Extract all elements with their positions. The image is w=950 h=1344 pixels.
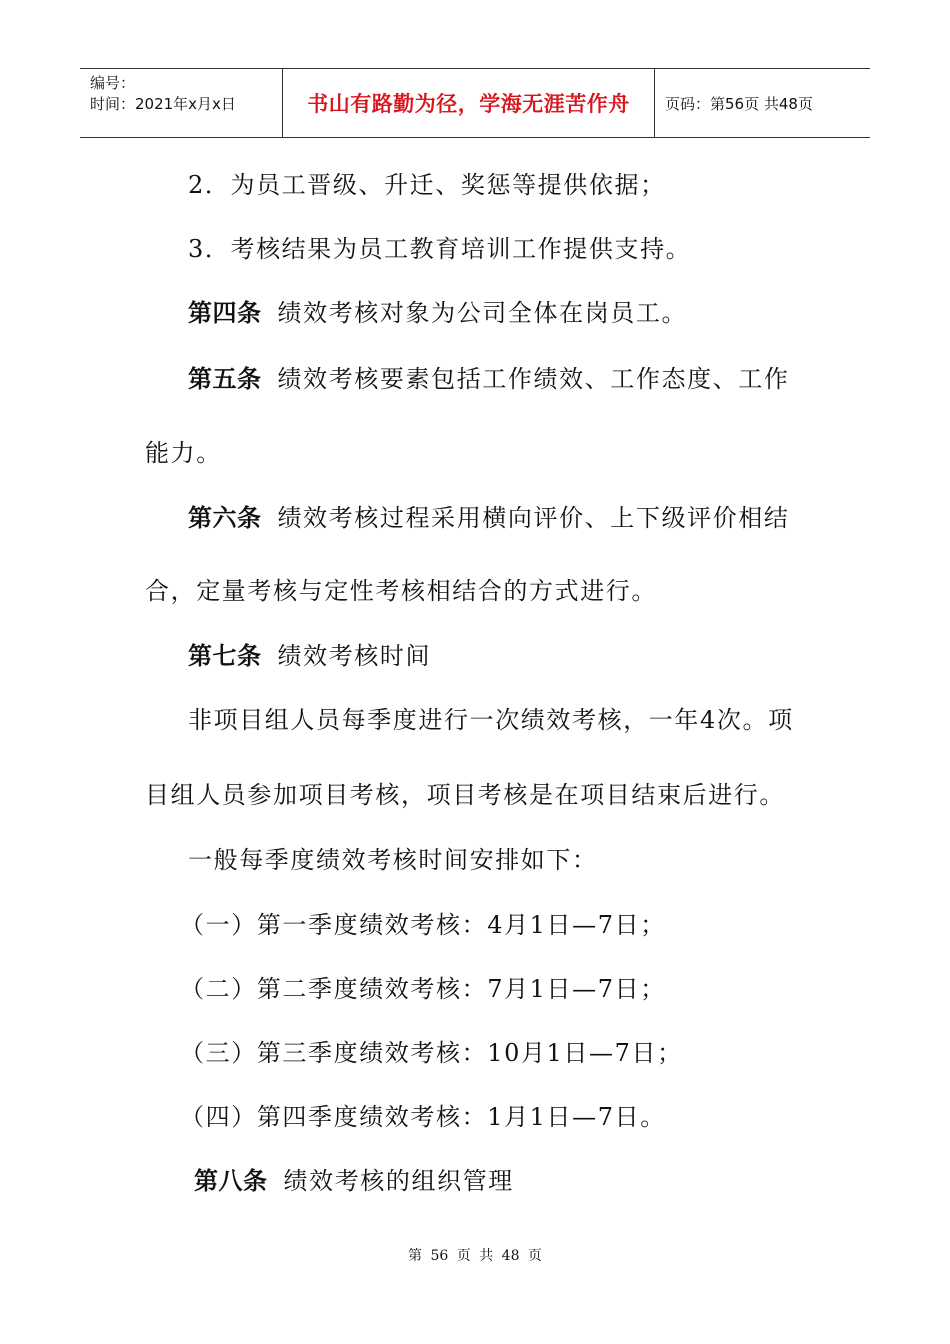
doc-number-label: 编号： — [90, 74, 136, 92]
header-motto: 书山有路勤为径，学海无涯苦作舟 — [282, 69, 655, 137]
body-line: 目组人员参加项目考核，项目考核是在项目结束后进行。 — [145, 781, 785, 809]
body-line: 3．考核结果为员工教育培训工作提供支持。 — [188, 235, 692, 263]
schedule-item: （一）第一季度绩效考核：4月1日—7日； — [180, 911, 666, 939]
article-text: 绩效考核要素包括工作绩效、工作态度、工作 — [277, 365, 790, 393]
doc-date-label: 时间：2021年x月x日 — [90, 95, 236, 113]
article-6 — [188, 503, 790, 533]
article-7 — [188, 641, 431, 671]
schedule-item: （二）第二季度绩效考核：7月1日—7日； — [180, 975, 666, 1003]
article-label: 第五条 — [188, 365, 262, 393]
article-text: 绩效考核的组织管理 — [283, 1167, 514, 1195]
body-line: 能力。 — [145, 439, 222, 467]
page-footer: 第 56 页 共 48 页 — [408, 1248, 542, 1264]
article-label: 第七条 — [188, 642, 262, 670]
body-line: 2．为员工晋级、升迁、奖惩等提供依据； — [188, 171, 666, 199]
article-8 — [194, 1166, 514, 1196]
article-5 — [188, 364, 790, 394]
schedule-item: （三）第三季度绩效考核：10月1日—7日； — [180, 1039, 683, 1067]
article-text: 绩效考核对象为公司全体在岗员工。 — [277, 299, 688, 327]
page-header — [80, 68, 870, 138]
header-page-label: 页码：第56页 共48页 — [665, 94, 813, 113]
article-text: 绩效考核时间 — [277, 642, 432, 670]
body-line: 合，定量考核与定性考核相结合的方式进行。 — [145, 577, 657, 605]
article-label: 第四条 — [188, 299, 262, 327]
article-label: 第八条 — [194, 1167, 268, 1195]
header-meta — [80, 69, 282, 137]
schedule-item: （四）第四季度绩效考核：1月1日—7日。 — [180, 1103, 666, 1131]
article-4 — [188, 298, 687, 328]
article-text: 绩效考核过程采用横向评价、上下级评价相结 — [277, 504, 790, 532]
body-line: 一般每季度绩效考核时间安排如下： — [188, 846, 598, 874]
article-label: 第六条 — [188, 504, 262, 532]
body-line: 非项目组人员每季度进行一次绩效考核，一年4次。项 — [188, 706, 794, 734]
